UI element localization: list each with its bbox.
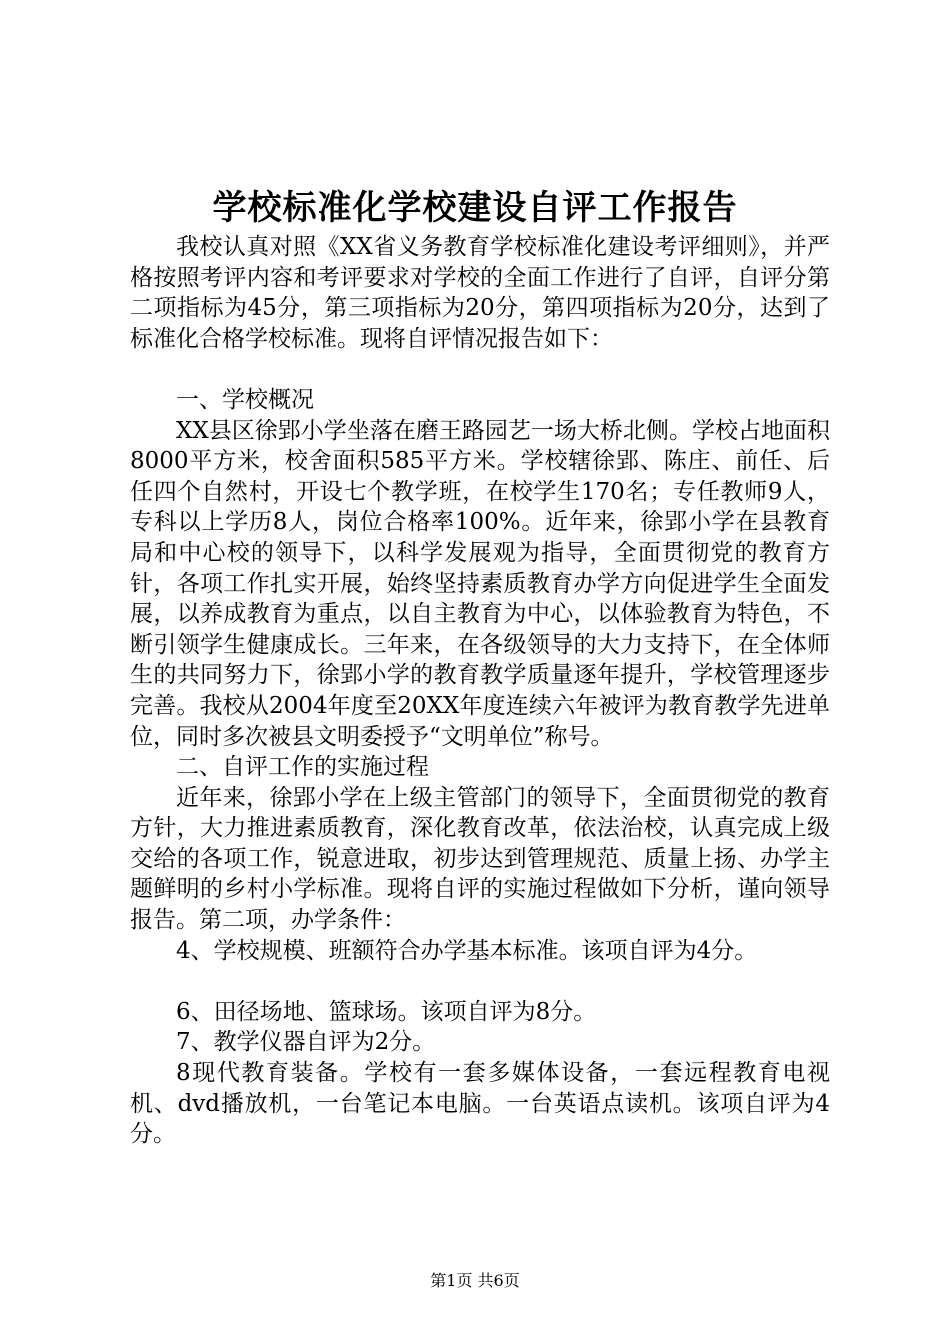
item-4-paragraph: 4、学校规模、班额符合办学基本标准。该项自评为4分。 — [176, 937, 758, 964]
item-7-paragraph: 7、教学仪器自评为2分。 — [176, 1029, 436, 1056]
item-6-paragraph: 6、田径场地、篮球场。该项自评为8分。 — [176, 998, 597, 1025]
self-evaluation-paragraph: 近年来，徐郢小学在上级主管部门的领导下，全面贯彻党的教育方针，大力推进素质教育，深化教育改革，依法治校，认真完成上级交给的各项工作，锐意进取，初步达到管理规范、质量上扬、办学主题鲜明的乡村小学标准。现将自评的实施过程做如下分析，谨向领导报告。第二项，办学条件： — [130, 784, 830, 934]
intro-paragraph: 我校认真对照《XX省义务教育学校标准化建设考评细则》，并严格按照考评内容和考评要求对学校的全面工作进行了自评，自评分第二项指标为45分，第三项指标为20分，第四项指标为20分，达到了标准化合格学校标准。现将自评情况报告如下： — [130, 234, 830, 352]
document-body — [130, 232, 830, 1150]
page-footer: 第1页 共6页 — [430, 1271, 520, 1290]
document-title: 学校标准化学校建设自评工作报告 — [212, 188, 738, 228]
item-8-paragraph: 8现代教育装备。学校有一套多媒体设备，一套远程教育电视机、dvd播放机，一台笔记本电脑。一台英语点读机。该项自评为4分。 — [130, 1060, 830, 1148]
section-heading-school-overview: 一、学校概况 — [176, 386, 314, 413]
school-overview-paragraph: XX县区徐郢小学坐落在磨王路园艺一场大桥北侧。学校占地面积8000平方米，校舍面积585平方米。学校辖徐郢、陈庄、前任、后任四个自然村，开设七个教学班，在校学生170名；专任教师9人，专科以上学历8人，岗位合格率100%。近年来，徐郢小学在县教育局和中心校的领导下，以科学发展观为指导，全面贯彻党的教育方针，各项工作扎实开展，始终坚持素质教育办学方向促进学生全面发展，以养成教育为重点，以自主教育为中心，以体验教育为特色，不断引领学生健康成长。三年来，在各级领导的大力支持下，在全体师生的共同努力下，徐郢小学的教育教学质量逐年提升，学校管理逐步完善。我校从2004年度至20XX年度连续六年被评为教育教学先进单位，同时多次被县文明委授予“文明单位”称号。 — [130, 417, 830, 750]
section-heading-self-evaluation: 二、自评工作的实施过程 — [176, 754, 429, 781]
